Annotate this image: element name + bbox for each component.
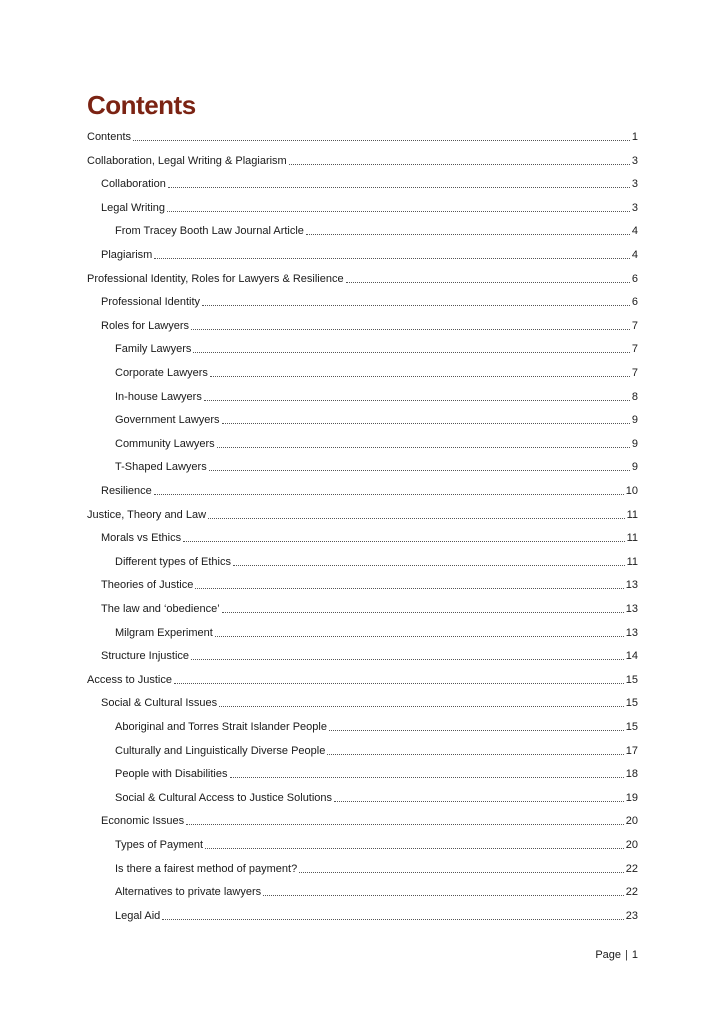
toc-entry-title: Community Lawyers [115,437,215,450]
toc-entry-title: Is there a fairest method of payment? [115,862,298,875]
toc-entry[interactable] [115,364,638,380]
toc-entry-title: Plagiarism [101,249,153,261]
toc-entry-title: T-Shaped Lawyers [115,461,207,474]
toc-entry-title: Milgram Experiment [115,626,213,639]
toc-entry-title: Structure Injustice [101,650,190,663]
toc-entry-page-number: 6 [631,272,638,285]
toc-dot-leader [167,211,630,212]
toc-dot-leader [215,636,624,637]
toc-entry[interactable] [87,128,638,144]
toc-entry-page-number: 10 [625,485,638,497]
toc-entry[interactable] [115,553,638,569]
toc-entry[interactable] [87,506,638,522]
toc-dot-leader [208,518,625,519]
toc-entry[interactable] [101,246,638,262]
toc-entry-page-number: 18 [625,768,638,781]
toc-entry-page-number: 11 [626,532,638,545]
toc-entry-page-number: 6 [631,296,638,309]
toc-entry[interactable] [87,671,638,687]
toc-entry[interactable] [101,317,638,333]
toc-entry-page-number: 23 [625,909,638,922]
toc-dot-leader [263,895,624,896]
toc-entry-page-number: 11 [626,555,638,568]
toc-entry-page-number: 15 [625,697,638,710]
toc-entry-page-number: 3 [631,201,638,214]
toc-entry-title: People with Disabilities [115,768,228,781]
toc-entry-page-number: 9 [631,437,638,450]
toc-dot-leader [204,400,630,401]
toc-entry-title: Types of Payment [115,839,204,851]
toc-dot-leader [217,447,630,448]
toc-entry[interactable] [115,789,638,805]
toc-entry-title: Economic Issues [101,815,185,828]
toc-entry-title: Government Lawyers [115,414,220,427]
toc-entry[interactable] [115,883,638,899]
toc-entry-title: Morals vs Ethics [101,532,182,545]
toc-dot-leader [205,848,624,849]
toc-dot-leader [289,164,630,165]
toc-dot-leader [209,470,630,471]
toc-entry-title: Corporate Lawyers [115,367,208,379]
toc-entry[interactable] [115,340,638,356]
toc-entry[interactable] [101,647,638,663]
toc-entry[interactable] [115,742,638,758]
toc-entry-title: Alternatives to private lawyers [115,886,262,899]
toc-entry[interactable] [115,718,638,734]
toc-entry-title: From Tracey Booth Law Journal Article [115,225,304,238]
toc-dot-leader [233,565,625,566]
toc-entry-page-number: 13 [625,626,638,639]
toc-entry-title: Roles for Lawyers [101,319,190,332]
toc-entry-page-number: 4 [631,249,638,261]
toc-entry-title: Family Lawyers [115,343,192,356]
toc-dot-leader [346,282,630,283]
page-footer [595,949,638,961]
toc-entry-page-number: 8 [631,390,638,403]
toc-entry-page-number: 22 [625,886,638,899]
toc-entry-page-number: 22 [625,862,638,875]
toc-entry[interactable] [101,600,638,616]
toc-entry[interactable] [101,199,638,215]
toc-entry[interactable] [101,175,638,191]
toc-dot-leader [154,258,630,259]
toc-dot-leader [168,187,630,188]
toc-entry-title: Theories of Justice [101,579,194,592]
toc-entry-page-number: 4 [631,225,638,238]
toc-dot-leader [174,683,624,684]
contents-heading: Contents [87,90,196,120]
toc-dot-leader [202,305,630,306]
toc-entry[interactable] [115,624,638,640]
toc-entry-title: Professional Identity [101,296,201,309]
toc-entry-title: Resilience [101,485,152,497]
toc-dot-leader [193,352,629,353]
toc-entry-page-number: 14 [625,650,638,663]
toc-dot-leader [329,730,624,731]
toc-dot-leader [222,423,630,424]
toc-entry-page-number: 11 [626,508,638,521]
toc-dot-leader [219,706,624,707]
toc-entry[interactable] [101,812,638,828]
toc-entry-page-number: 7 [631,343,638,356]
toc-entry[interactable] [115,222,638,238]
toc-entry[interactable] [115,765,638,781]
toc-entry-page-number: 3 [631,178,638,191]
toc-entry-page-number: 3 [631,154,638,167]
toc-entry-page-number: 17 [625,744,638,757]
toc-dot-leader [306,234,630,235]
toc-dot-leader [191,329,630,330]
footer-page-label: Page [595,949,622,961]
toc-entry-title: Collaboration, Legal Writing & Plagiarism [87,154,287,167]
toc-entry-title: Legal Writing [101,201,165,214]
toc-dot-leader [195,588,623,589]
toc-dot-leader [183,541,625,542]
toc-entry[interactable] [115,860,638,876]
toc-entry[interactable] [87,152,638,168]
toc-entry[interactable] [115,458,638,474]
toc-entry-title: Legal Aid [115,909,161,922]
toc-entry-page-number: 13 [625,579,638,592]
toc-entry[interactable] [115,388,638,404]
toc-entry[interactable] [115,907,638,923]
toc-entry-title: Contents [87,131,132,143]
toc-entry-title: Justice, Theory and Law [87,508,207,521]
toc-dot-leader [230,777,624,778]
toc-entry[interactable] [115,836,638,852]
toc-entry-page-number: 15 [625,721,638,733]
toc-entry-page-number: 1 [631,131,638,143]
toc-entry-page-number: 7 [631,367,638,379]
toc-entry-title: Different types of Ethics [115,555,231,568]
toc-entry-page-number: 7 [631,319,638,332]
toc-entry[interactable] [115,411,638,427]
toc-dot-leader [334,801,624,802]
footer-separator: | [625,949,628,961]
toc-entry-title: Collaboration [101,178,166,191]
toc-entry-title: Social & Cultural Access to Justice Solutions [115,791,333,804]
toc-entry-title: In-house Lawyers [115,390,202,403]
footer-page-number: 1 [631,949,638,961]
toc-entry[interactable] [101,529,638,545]
toc-dot-leader [299,872,624,873]
toc-entry-title: The law and ‘obedience’ [101,603,220,615]
toc-entry-title: Aboriginal and Torres Strait Islander People [115,721,327,733]
toc-entry[interactable] [115,435,638,451]
toc-dot-leader [222,612,624,613]
toc-entry-page-number: 9 [631,414,638,427]
toc-entry-title: Professional Identity, Roles for Lawyers & Resilience [87,272,344,285]
toc-dot-leader [210,376,630,377]
toc-dot-leader [186,824,624,825]
toc-entry-page-number: 20 [625,815,638,828]
toc-entry-page-number: 9 [631,461,638,474]
toc-entry[interactable] [87,270,638,286]
toc-dot-leader [154,494,624,495]
toc-entry-page-number: 15 [625,673,638,686]
toc-entry[interactable] [101,694,638,710]
toc-entry-title: Social & Cultural Issues [101,697,218,710]
toc-dot-leader [162,919,623,920]
toc-dot-leader [133,140,630,141]
toc-entry-page-number: 19 [625,791,638,804]
toc-entry-page-number: 13 [625,603,638,615]
toc-entry[interactable] [101,482,638,498]
toc-entry-title: Culturally and Linguistically Diverse People [115,744,326,757]
toc-dot-leader [327,754,623,755]
toc-entry-page-number: 20 [625,839,638,851]
toc-dot-leader [191,659,624,660]
toc-entry[interactable] [101,293,638,309]
toc-entry[interactable] [101,576,638,592]
toc-entry-title: Access to Justice [87,673,172,686]
